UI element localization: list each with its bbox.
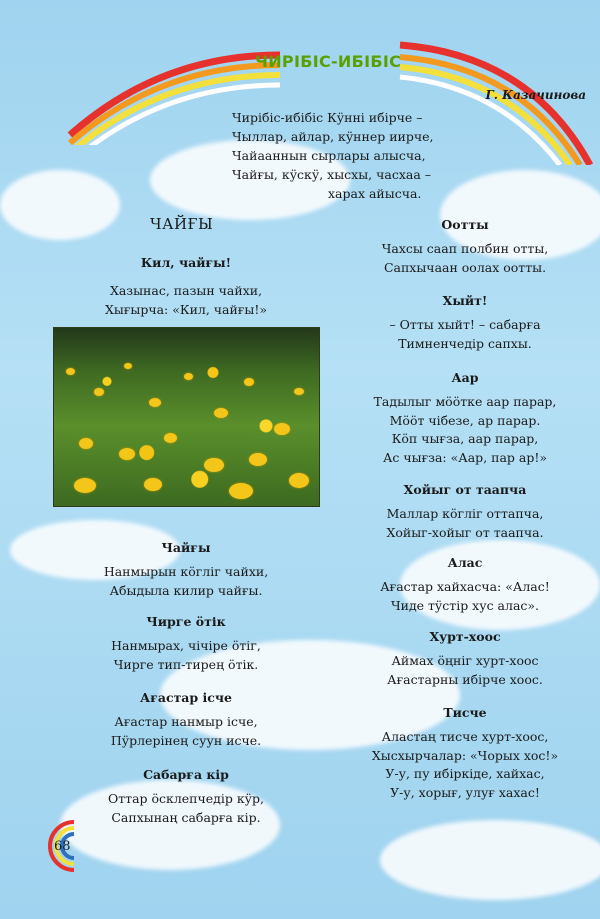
poem-block	[345, 555, 585, 615]
poem-line: – Отты хыйт! – сабарға	[389, 317, 541, 332]
poem-line: харах айысча.	[328, 186, 422, 201]
poem-title: Хыйт!	[442, 293, 488, 308]
poem-line: Тадылыг мӧӧтке аар парар,	[373, 394, 557, 409]
intro-poem	[232, 108, 434, 203]
poem-title: Оотты	[441, 217, 489, 232]
poem-title: Алас	[447, 555, 483, 570]
cloud	[0, 170, 120, 240]
poem-line: Тимненчедiр сапхы.	[398, 335, 532, 351]
poem-title: Тисче	[443, 705, 487, 720]
author: Г. Казачинова	[485, 88, 586, 102]
poem-line: Чайғы, кӱскӱ, хысхы, часхаа –	[232, 167, 432, 182]
poem-block	[345, 370, 585, 467]
poem-line: У-у, пу ибiркiде, хайхас,	[385, 766, 545, 781]
poem-line: Сапхынаң сабарға кiр.	[111, 809, 261, 825]
poem-line: Чирібіс-ибібіс Кӱнні ибірче –	[232, 110, 423, 125]
poem-line: Хойыг-хойыг от таапча.	[386, 524, 544, 540]
poem-line: Хысхырчалар: «Чорых хос!»	[371, 747, 559, 763]
poem-title: Аар	[451, 370, 479, 385]
poem-line: Нанмырын кӧглiг чайхи,	[103, 564, 269, 579]
poem-title: Сабарға кiр	[143, 767, 229, 782]
poem-block	[52, 767, 320, 827]
poem-line: Хығырча: «Кил, чайғы!»	[105, 301, 267, 317]
poem-line: Абыдыла килир чайғы.	[109, 582, 263, 598]
poem-block	[345, 629, 585, 689]
poem-block	[52, 614, 320, 674]
poem-line: Чахсы саап полбин отты,	[381, 241, 549, 256]
poem-block	[52, 255, 320, 319]
poem-line: Ағастар хайхасча: «Алас!	[380, 579, 550, 594]
poem-title: Кил, чайғы!	[140, 255, 232, 270]
poem-line: Кӧп чығза, аар парар,	[391, 431, 539, 446]
poem-title: Чайғы	[161, 540, 211, 555]
poem-block	[345, 217, 585, 277]
page-number: 68	[54, 839, 71, 854]
poem-line: Чыллар, айлар, кӱннер ииpче,	[232, 129, 434, 144]
poem-block	[345, 705, 585, 802]
page-title: ЧИРІБІС-ИБІБІС	[255, 52, 402, 71]
poem-block	[52, 540, 320, 600]
poem-block	[52, 690, 320, 750]
poem-line: Ағастарны ибiрче хоос.	[387, 671, 543, 687]
poem-line: Аймах ӧңнiг хурт-хоос	[391, 653, 539, 668]
poem-line: Чирге тип-тирең ӧтiк.	[113, 656, 259, 672]
poem-title: Хойыг от таапча	[403, 482, 527, 497]
poem-line: Пӱрлерiнең суун исче.	[110, 732, 262, 748]
poem-title: Хурт-хоос	[429, 629, 501, 644]
poem-line: У-у, хорығ, улуғ хахас!	[390, 784, 540, 800]
poem-line: Аластаң тисче хурт-хоос,	[381, 729, 549, 744]
dandelion-meadow-photo	[53, 327, 320, 507]
poem-line: Оттар ӧсклепчедiр кӱр,	[108, 791, 264, 806]
poem-line: Ас чығза: «Аар, пар ар!»	[382, 449, 548, 465]
poem-line: Нанмырах, чiчiре ӧтiг,	[111, 638, 261, 653]
poem-block	[345, 482, 585, 542]
poem-title: Чирге ӧтік	[146, 614, 226, 629]
poem-line: Чайааннын сырлары алысча,	[232, 148, 426, 163]
poem-line: Хазынас, пазын чайхи,	[109, 283, 263, 298]
poem-line: Ағастар нанмыр iсче,	[114, 714, 258, 729]
poem-title: Ағастар iсче	[140, 690, 232, 705]
poem-line: Маллар кӧглiг оттапча,	[386, 506, 544, 521]
section-heading: ЧАЙҒЫ	[150, 215, 214, 233]
poem-line: Сапхычаан оолах оотты.	[383, 259, 547, 275]
poem-line: Мӧӧт чiбезе, ар парар.	[389, 412, 541, 428]
poem-block	[345, 293, 585, 353]
poem-line: Чиде тӱстiр хус алас».	[390, 597, 540, 613]
cloud	[380, 820, 600, 900]
